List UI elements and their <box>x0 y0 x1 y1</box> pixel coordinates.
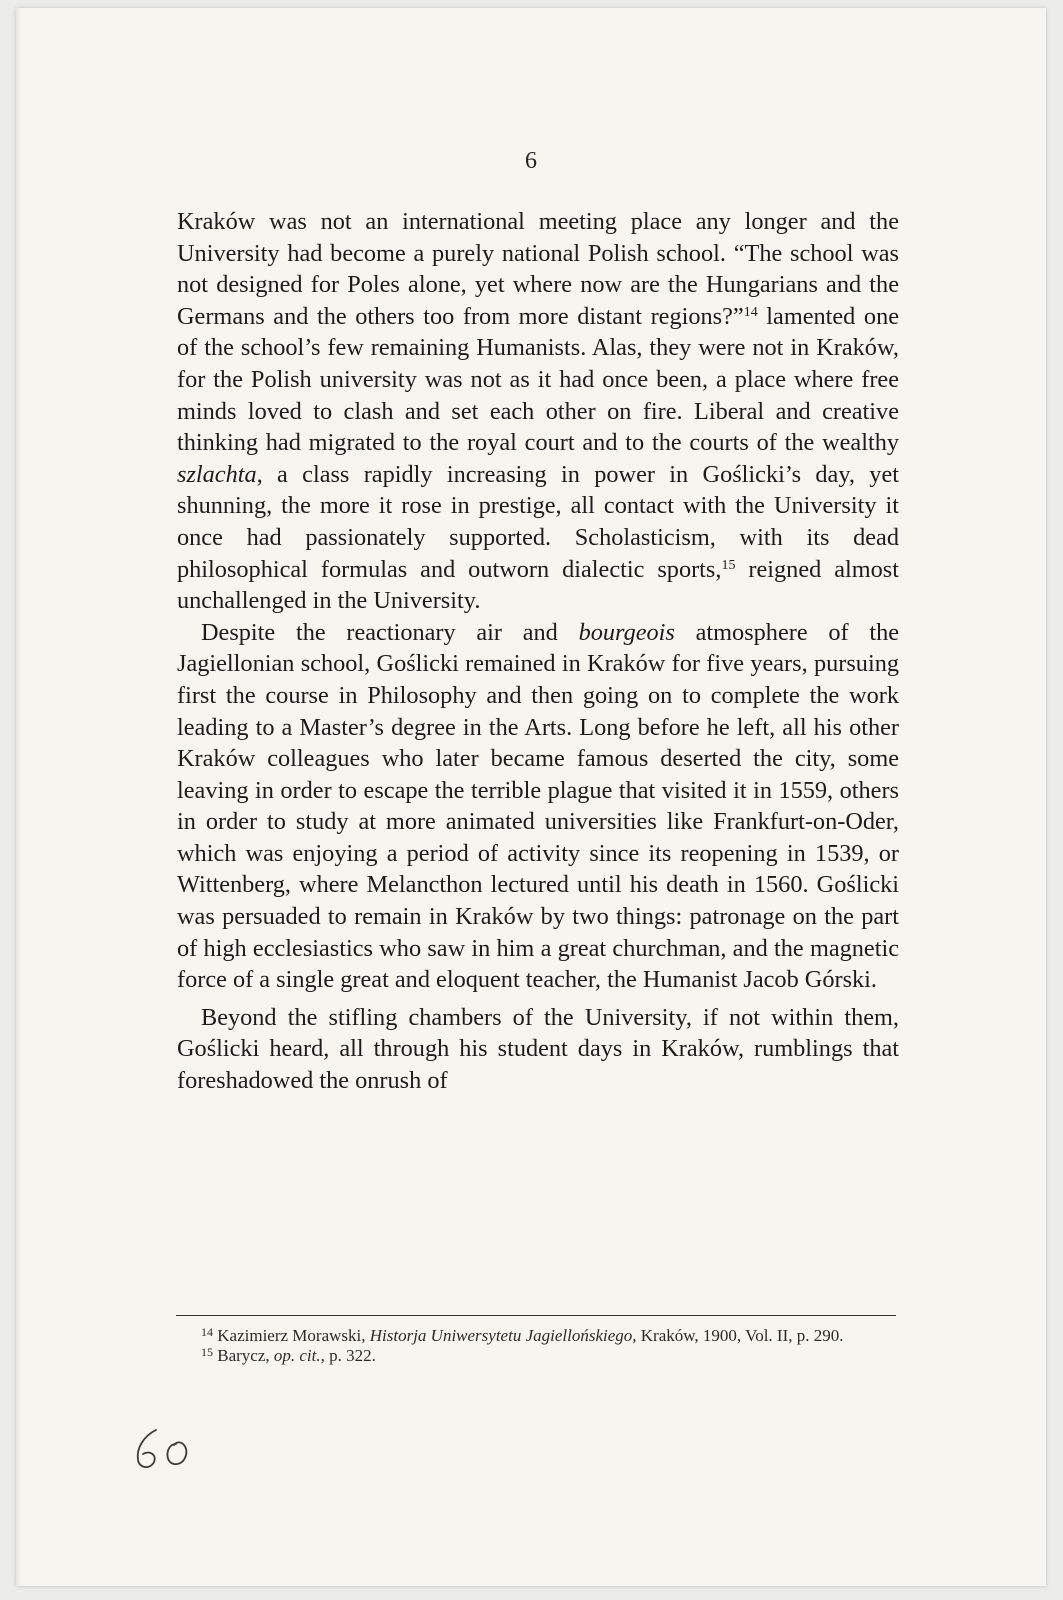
footnote-text: Kazimierz Morawski, <box>213 1326 370 1345</box>
footnote-text: p. 322. <box>324 1346 376 1365</box>
paragraph-3: Beyond the stifling chambers of the University, if not within them, Goślicki heard, all through his student days in Kraków, rumblings that foreshadowed the onrush of <box>177 1003 899 1095</box>
footnote-ref-15: 15 <box>721 557 736 573</box>
footnote-14 <box>179 1326 895 1346</box>
footnote-text: Kraków, 1900, Vol. II, p. 290. <box>636 1326 844 1345</box>
footnote-number: 14 <box>201 1325 213 1339</box>
paragraph-1 <box>177 206 899 617</box>
footnote-divider <box>176 1315 896 1316</box>
paragraph-1-part-c: a class rapidly increasing in power in Goślicki’s day, yet shunning, the more it rose in prestige, all contact with the University it once had passionately supported. Scholasticism, with its dead philosophical formulas and outworn dialectic sports, <box>177 460 899 583</box>
paragraph-2 <box>177 617 899 996</box>
footnote-ref-14: 14 <box>743 304 758 320</box>
italic-term-szlachta: szlachta, <box>177 460 263 488</box>
footnote-number: 15 <box>201 1345 213 1359</box>
handwritten-60-drawing <box>130 1426 200 1474</box>
footnote-title: Historja Uniwersytetu Jagiellońskiego, <box>369 1326 637 1345</box>
paragraph-1-part-b: lamented one of the school’s few remaining Humanists. Alas, they were not in Kraków, for the Polish university was not as it had once been, a place where free minds loved to clash and set each other on fire. Liberal and creative thinking had migrated to the royal court and to the courts of the wealthy <box>177 302 900 457</box>
page-edge-shadow <box>16 8 22 1586</box>
handwritten-annotation-text <box>130 1426 131 1427</box>
page-number: 6 <box>525 148 537 174</box>
document-page <box>16 8 1046 1586</box>
body-text <box>177 206 899 1097</box>
paragraph-2-part-b: atmosphere of the Jagiellonian school, Goślicki remained in Kraków for five years, pursuing first the course in Philosophy and then going on to complete the work leading to a Master’s degree in the Arts. Long before he left, all his other Kraków colleagues who later became famous deserted the city, some leaving in order to escape the terrible plague that visited it in 1559, others in order to study at more animated universities like Frankfurt-on-Oder, which was enjoying a period of activity since its reopening in 1539, or Wittenberg, where Melancthon lectured until his death in 1560. Goślicki was persuaded to remain in Kraków by two things: patronage on the part of high ecclesiastics who saw in him a great churchman, and the magnetic force of a single great and eloquent teacher, the Humanist Jacob Górski. <box>177 618 900 994</box>
footnote-15 <box>179 1346 895 1366</box>
italic-term-bourgeois: bourgeois <box>578 618 675 646</box>
paragraph-1-part-a: Kraków was not an international meeting place any longer and the University had become a purely national Polish school. “The school was not designed for Poles alone, yet where now are the Hungarians and the Germans and the others too from more distant regions?” <box>177 208 899 330</box>
footnotes <box>179 1326 895 1366</box>
paragraph-1-part-d: reigned almost unchallenged in the University. <box>177 555 899 615</box>
footnote-title: op. cit., <box>273 1346 325 1365</box>
handwritten-annotation <box>130 1426 200 1474</box>
footnote-text: Barycz, <box>213 1346 274 1365</box>
paragraph-2-part-a: Despite the reactionary air and <box>201 618 579 646</box>
